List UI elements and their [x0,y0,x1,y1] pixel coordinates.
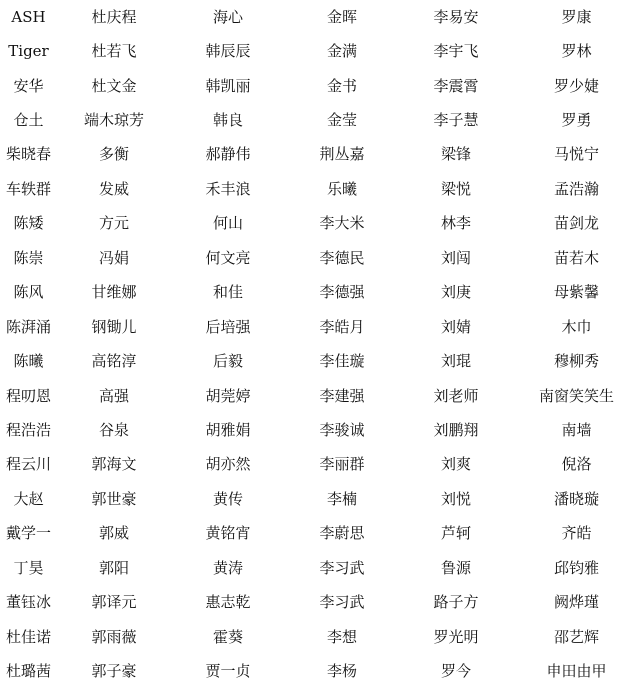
name-cell: 刘闯 [440,248,471,267]
name-cell: 陈风 [13,283,44,302]
name-cell: 程云川 [5,455,51,474]
name-cell: 金晖 [326,7,357,26]
name-cell: 贾一贞 [205,662,251,681]
name-cell: 荆丛嘉 [319,145,365,164]
name-cell: 黄铭宵 [205,524,251,543]
name-cell: 程叨恩 [5,386,51,405]
name-cell: 陈湃涌 [5,317,51,336]
name-cell: 刘鹏翔 [433,420,479,439]
name-cell: 李习武 [319,558,365,577]
name-cell: 罗林 [561,42,592,61]
name-cell: 后毅 [212,352,243,371]
name-cell: 金满 [326,42,357,61]
name-cell: 海心 [212,7,243,26]
name-cell: 芦轲 [440,524,471,543]
name-cell: 苗剑龙 [553,214,599,233]
name-cell: 韩良 [212,111,243,130]
name-cell: 梁悦 [440,179,471,198]
name-cell: 刘悦 [440,489,471,508]
name-cell: 李皓月 [319,317,365,336]
name-cell: 李子慧 [433,111,479,130]
name-cell: 郝静伟 [205,145,251,164]
name-cell: 杜佳诺 [5,627,51,646]
name-cell: 李易安 [433,7,479,26]
name-cell: 何山 [212,214,243,233]
name-cell: 苗若木 [553,248,599,267]
name-cell: 刘老师 [433,386,479,405]
name-cell: 罗康 [561,7,592,26]
name-cell: 李大米 [319,214,365,233]
name-cell: 邱钧雅 [553,558,599,577]
name-cell: 谷泉 [98,420,129,439]
name-cell: 金书 [326,76,357,95]
name-cell: 木巾 [561,317,592,336]
name-cell: 韩辰辰 [205,42,251,61]
name-cell: 高强 [98,386,129,405]
name-cell: 杜文金 [91,76,137,95]
name-cell: 刘婧 [440,317,471,336]
name-cell: 李蔚思 [319,524,365,543]
name-cell: 郭雨薇 [91,627,137,646]
name-cell: 郭威 [98,524,129,543]
name-cell: 后培强 [205,317,251,336]
name-cell: 刘琨 [440,352,471,371]
name-cell: 林李 [440,214,471,233]
name-cell: 陈矮 [13,214,44,233]
name-cell: 申田由甲 [546,662,607,681]
name-cell: 刘爽 [440,455,471,474]
name-cell: 马悦宁 [553,145,599,164]
name-cell: 丁昊 [13,558,44,577]
name-cell: 董钰冰 [5,593,51,612]
name-cell: 李德民 [319,248,365,267]
name-cell: 韩凯丽 [205,76,251,95]
name-cell: 南窗笑笑生 [538,386,614,405]
name-cell: 杜庆程 [91,7,137,26]
name-cell: 穆柳秀 [553,352,599,371]
name-cell: 李德强 [319,283,365,302]
name-cell: 发威 [98,179,129,198]
name-cell: 陈曦 [13,352,44,371]
name-cell: 多衡 [98,145,129,164]
name-cell: 杜若飞 [91,42,137,61]
name-cell: 倪洛 [561,455,592,474]
name-cell: 大赵 [13,489,44,508]
name-cell: 杜璐茜 [5,662,51,681]
name-cell: Tiger [8,42,49,61]
name-cell: 阙烨瑾 [553,593,599,612]
name-cell: 母紫馨 [553,283,599,302]
name-cell: 孟浩瀚 [553,179,599,198]
name-cell: 禾丰浪 [205,179,251,198]
name-cell: 南墙 [561,420,592,439]
name-cell: 鲁源 [440,558,471,577]
name-cell: 何文亮 [205,248,251,267]
name-cell: 端木琼芳 [83,111,144,130]
name-cell: 冯娟 [98,248,129,267]
name-cell: 李丽群 [319,455,365,474]
name-cell: 郭阳 [98,558,129,577]
name-cell: 李佳璇 [319,352,365,371]
name-cell: 李建强 [319,386,365,405]
name-cell: 李宇飞 [433,42,479,61]
name-cell: 惠志乾 [205,593,251,612]
name-cell: 李震霄 [433,76,479,95]
name-cell: 钢锄儿 [91,317,137,336]
name-cell: 李骏诚 [319,420,365,439]
name-cell: 和佳 [212,283,243,302]
name-cell: 霍葵 [212,627,243,646]
name-cell: 黄传 [212,489,243,508]
name-cell: 胡雅娟 [205,420,251,439]
name-cell: 黄涛 [212,558,243,577]
name-cell: 柴晓春 [5,145,51,164]
name-cell: 郭子豪 [91,662,137,681]
name-cell: 高铭淳 [91,352,137,371]
name-cell: 罗勇 [561,111,592,130]
name-cell: 李习武 [319,593,365,612]
name-cell: 郭世豪 [91,489,137,508]
name-cell: 邵艺辉 [553,627,599,646]
name-cell: 李楠 [326,489,357,508]
name-cell: 胡亦然 [205,455,251,474]
name-cell: 齐皓 [561,524,592,543]
name-cell: 程浩浩 [5,420,51,439]
name-cell: 陈崇 [13,248,44,267]
name-cell: 郭海文 [91,455,137,474]
name-cell: 戴学一 [5,524,51,543]
name-cell: 甘维娜 [91,283,137,302]
name-cell: 罗光明 [433,627,479,646]
name-cell: 安华 [13,76,44,95]
name-cell: 刘庚 [440,283,471,302]
name-cell: 郭译元 [91,593,137,612]
name-cell: 车轶群 [5,179,51,198]
name-cell: 李杨 [326,662,357,681]
name-cell: 路子方 [433,593,479,612]
name-cell: 乐曦 [326,179,357,198]
name-cell: 罗少婕 [553,76,599,95]
name-cell: 胡莞婷 [205,386,251,405]
name-cell: 仓土 [13,111,44,130]
name-cell: 潘晓璇 [553,489,599,508]
name-cell: 方元 [98,214,129,233]
name-cell: ASH [11,7,46,26]
name-cell: 金莹 [326,111,357,130]
name-cell: 罗今 [440,662,471,681]
name-cell: 梁锋 [440,145,471,164]
name-cell: 李想 [326,627,357,646]
